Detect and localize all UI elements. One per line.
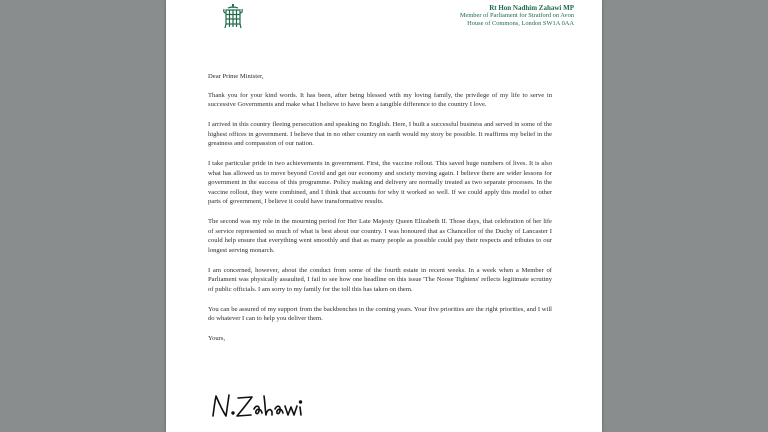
- paragraph-4: The second was my role in the mourning period for Her Late Majesty Queen Elizabeth II. Those days, that celebration of her life of service represented so much of what is best about our country. I was honoured that as Chancellor of the Duchy of Lancaster I could help ensure that everything went smoothly and that as many people as possible could pay their respects and tributes to our longest serving monarch.: [208, 218, 552, 254]
- paragraph-5: I am concerned, however, about the conduct from some of the fourth estate in recent weeks. In a week when a Member of Parliament was physically assaulted, I fail to see how one headline on this issue 'The Noose Tightens' reflects legitimate scrutiny of public officials. I am sorry to my family for the toll this has taken on them.: [208, 266, 552, 293]
- paragraph-3: I take particular pride in two achievements in government. First, the vaccine rollout. This saved huge numbers of lives. It is also what has allowed us to move beyond Covid and get our economy and society moving again. I believe there are wider lessons for government in the success of this programme. Policy making and delivery are normally treated as two separate processes. In the vaccine rollout, they were combined, and I think that accounts for why it worked so well. If we could apply this model to other parts of government, I believe it could have transformative results.: [208, 159, 552, 206]
- paragraph-2: I arrived in this country fleeing persecution and speaking no English. Here, I built a successful business and served in some of the highest offices in government. I believe that in no other country on earth would my story be possible. It reaffirms my belief in the greatness and compassion of our nation.: [208, 120, 552, 148]
- paragraph-1: Thank you for your kind words. It has been, after being blessed with my loving family, the privilege of my life to serve in successive Governments and make what I believe to have been a tangible difference to the country I love.: [208, 91, 552, 109]
- mp-address: House of Commons, London SW1A 0AA: [467, 20, 574, 27]
- salutation: Dear Prime Minister,: [208, 73, 264, 80]
- letterhead: [460, 4, 574, 28]
- letter-body: [208, 72, 552, 354]
- paragraph-6: You can be assured of my support from the backbenches in the coming years. Your five priorities are the right priorities, and I will do whatever I can to help you deliver them.: [208, 305, 552, 323]
- mp-role: Member of Parliament for Stratford on Avon: [459, 12, 574, 19]
- closing: Yours,: [208, 335, 226, 342]
- portcullis-icon: [222, 4, 244, 32]
- signature: [210, 392, 320, 422]
- mp-name: Rt Hon Nadhim Zahawi MP: [489, 4, 574, 12]
- letter-page: [166, 0, 602, 432]
